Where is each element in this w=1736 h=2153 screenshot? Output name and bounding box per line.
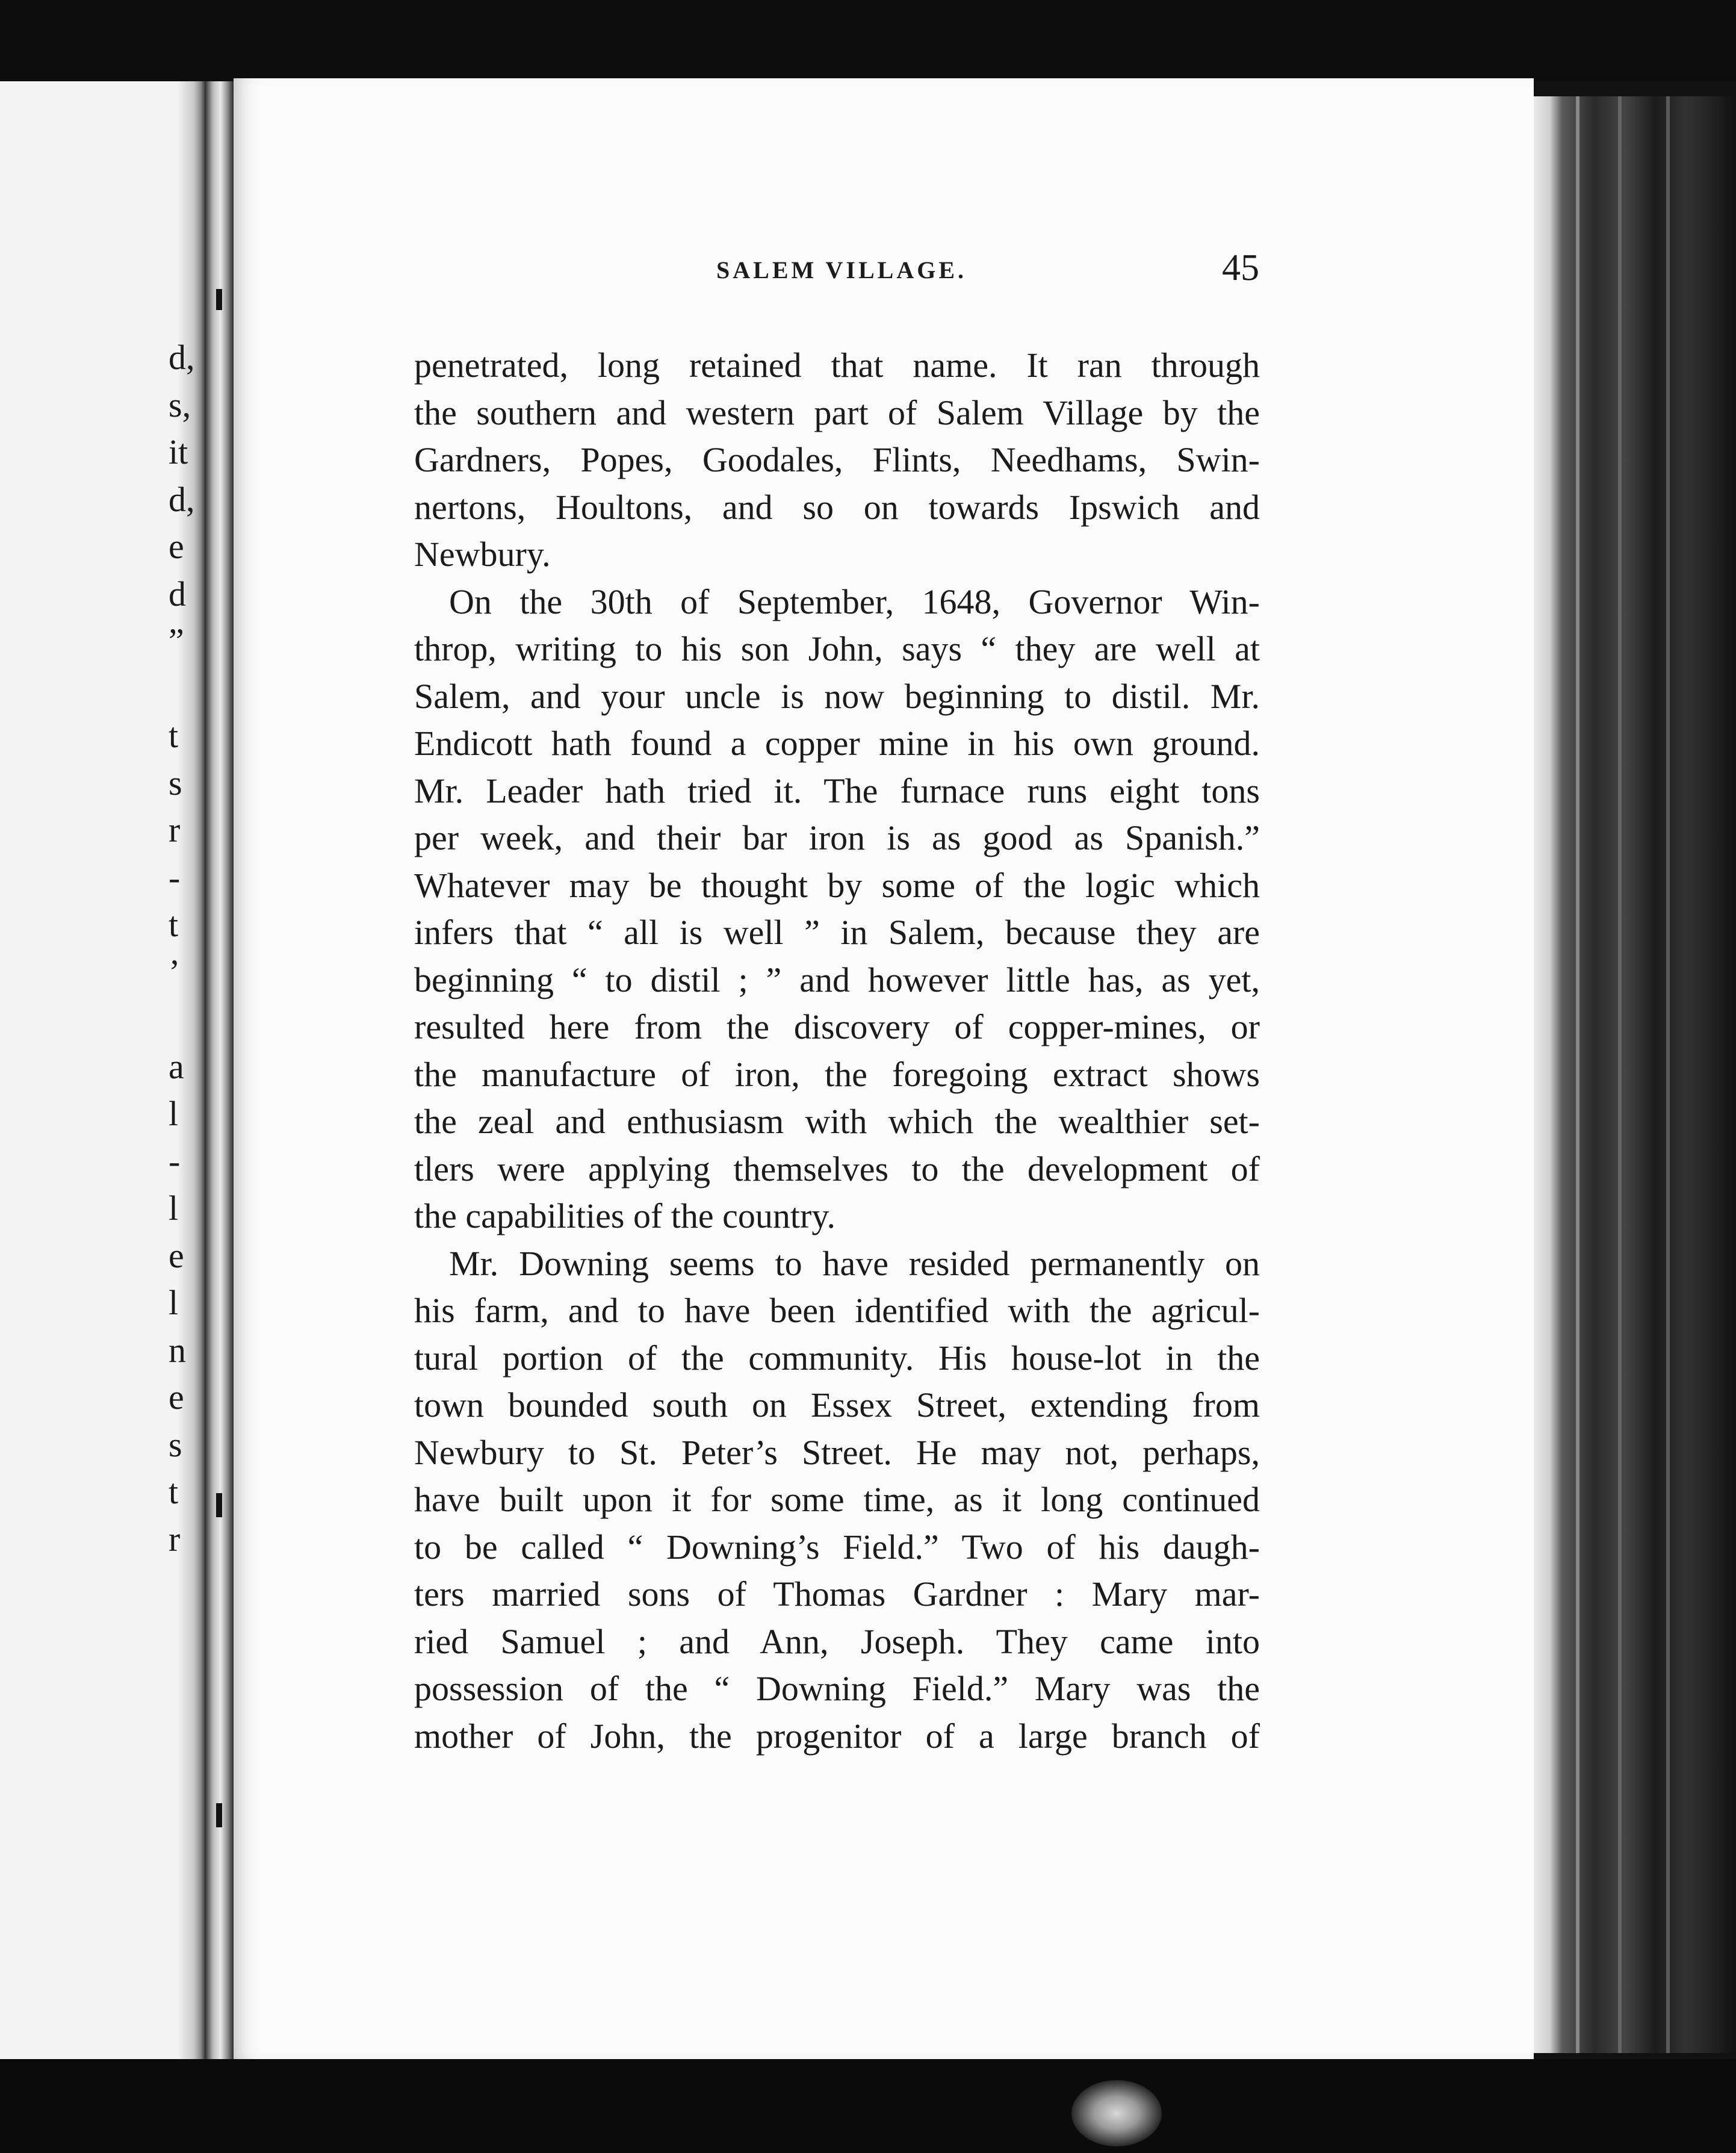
left-page-fragment: e <box>169 1378 184 1417</box>
text-line: tural portion of the community. His house-lot in the <box>414 1338 1260 1378</box>
scan-artifact <box>1071 2080 1162 2146</box>
left-page-fragment: d, <box>169 479 195 519</box>
left-page-fragment: l <box>169 1094 179 1133</box>
text-line: possession of the “ Downing Field.” Mary was the <box>414 1669 1260 1708</box>
binding-mark <box>216 1493 222 1517</box>
left-page-fragment: d, <box>169 338 195 377</box>
page-edge-line <box>1666 96 1670 2053</box>
left-page-fragment: d <box>169 574 186 614</box>
text-line: beginning “ to distil ; ” and however little has, as yet, <box>414 960 1260 999</box>
page-edges <box>1534 96 1736 2053</box>
text-line: ters married sons of Thomas Gardner : Mary mar- <box>414 1574 1260 1614</box>
text-line: Newbury to St. Peter’s Street. He may not, perhaps, <box>414 1432 1260 1472</box>
text-line: Mr. Downing seems to have resided permanently on <box>449 1243 1260 1283</box>
left-page-fragment: s, <box>169 385 191 424</box>
left-page-fragment: it <box>169 432 188 471</box>
left-page-text-fragments <box>169 334 205 1563</box>
left-page-fragment: s <box>169 763 182 803</box>
page-number: 45 <box>1222 247 1259 288</box>
left-page-fragment: r <box>169 1519 181 1559</box>
left-page-fragment: r <box>169 810 181 850</box>
text-line: his farm, and to have been identified with the agricul- <box>414 1291 1260 1330</box>
text-line: per week, and their bar iron is as good as Spanish.” <box>414 818 1260 857</box>
binding-mark <box>216 289 222 310</box>
left-page-fragment: e <box>169 1235 184 1275</box>
text-line: tlers were applying themselves to the development of <box>414 1149 1260 1188</box>
text-line: On the 30th of September, 1648, Governor Win- <box>449 582 1260 621</box>
text-line: town bounded south on Essex Street, extending from <box>414 1385 1260 1424</box>
left-page-fragment: ’ <box>169 952 181 992</box>
left-page-fragment: - <box>169 857 181 897</box>
text-line: penetrated, long retained that name. It ran through <box>414 346 1260 385</box>
text-line: Newbury. <box>414 535 551 574</box>
text-line: Whatever may be thought by some of the logic which <box>414 865 1260 905</box>
left-page-fragment: n <box>169 1330 186 1370</box>
left-page-fragment <box>169 665 205 713</box>
book-gutter <box>205 81 234 2059</box>
text-line: the capabilities of the country. <box>414 1196 836 1235</box>
body-text <box>414 342 1260 1760</box>
text-line: mother of John, the progenitor of a large branch of <box>414 1716 1260 1756</box>
text-line: the zeal and enthusiasm with which the wealthier set- <box>414 1102 1260 1141</box>
left-page <box>0 81 205 2059</box>
text-line: nertons, Houltons, and so on towards Ipswich and <box>414 487 1260 527</box>
text-line: ried Samuel ; and Ann, Joseph. They came into <box>414 1621 1260 1661</box>
left-page-fragment: l <box>169 1283 179 1322</box>
text-line: the manufacture of iron, the foregoing extract shows <box>414 1054 1260 1094</box>
page-edge-line <box>1618 96 1622 2053</box>
left-page-fragment: e <box>169 527 184 566</box>
left-page-fragment <box>169 996 205 1043</box>
text-line: resulted here from the discovery of copper-mines, or <box>414 1007 1260 1046</box>
left-page-fragment: t <box>169 1472 179 1511</box>
text-line: Gardners, Popes, Goodales, Flints, Needhams, Swin- <box>414 440 1260 479</box>
text-line: throp, writing to his son John, says “ they are well at <box>414 629 1260 668</box>
left-page-fragment: t <box>169 905 179 944</box>
left-page-fragment: s <box>169 1424 182 1464</box>
text-line: Mr. Leader hath tried it. The furnace runs eight tons <box>414 771 1260 810</box>
text-line: Endicott hath found a copper mine in his own ground. <box>414 724 1260 763</box>
scan-bottom-background <box>0 2059 1736 2153</box>
page-edge-line <box>1576 96 1579 2053</box>
left-page-fragment: - <box>169 1141 181 1181</box>
scan-top-background <box>0 0 1736 81</box>
text-line: Salem, and your uncle is now beginning to distil. Mr. <box>414 676 1260 716</box>
text-line: the southern and western part of Salem Village by the <box>414 393 1260 432</box>
left-page-fragment: t <box>169 716 179 755</box>
text-line: have built upon it for some time, as it long continued <box>414 1480 1260 1519</box>
running-head: SALEM VILLAGE. <box>716 256 967 284</box>
left-page-fragment: ” <box>169 621 184 660</box>
text-line: infers that “ all is well ” in Salem, because they are <box>414 913 1260 952</box>
binding-mark <box>216 1803 222 1827</box>
left-page-fragment: a <box>169 1046 184 1086</box>
left-page-fragment: l <box>169 1188 179 1228</box>
text-line: to be called “ Downing’s Field.” Two of his daugh- <box>414 1527 1260 1567</box>
